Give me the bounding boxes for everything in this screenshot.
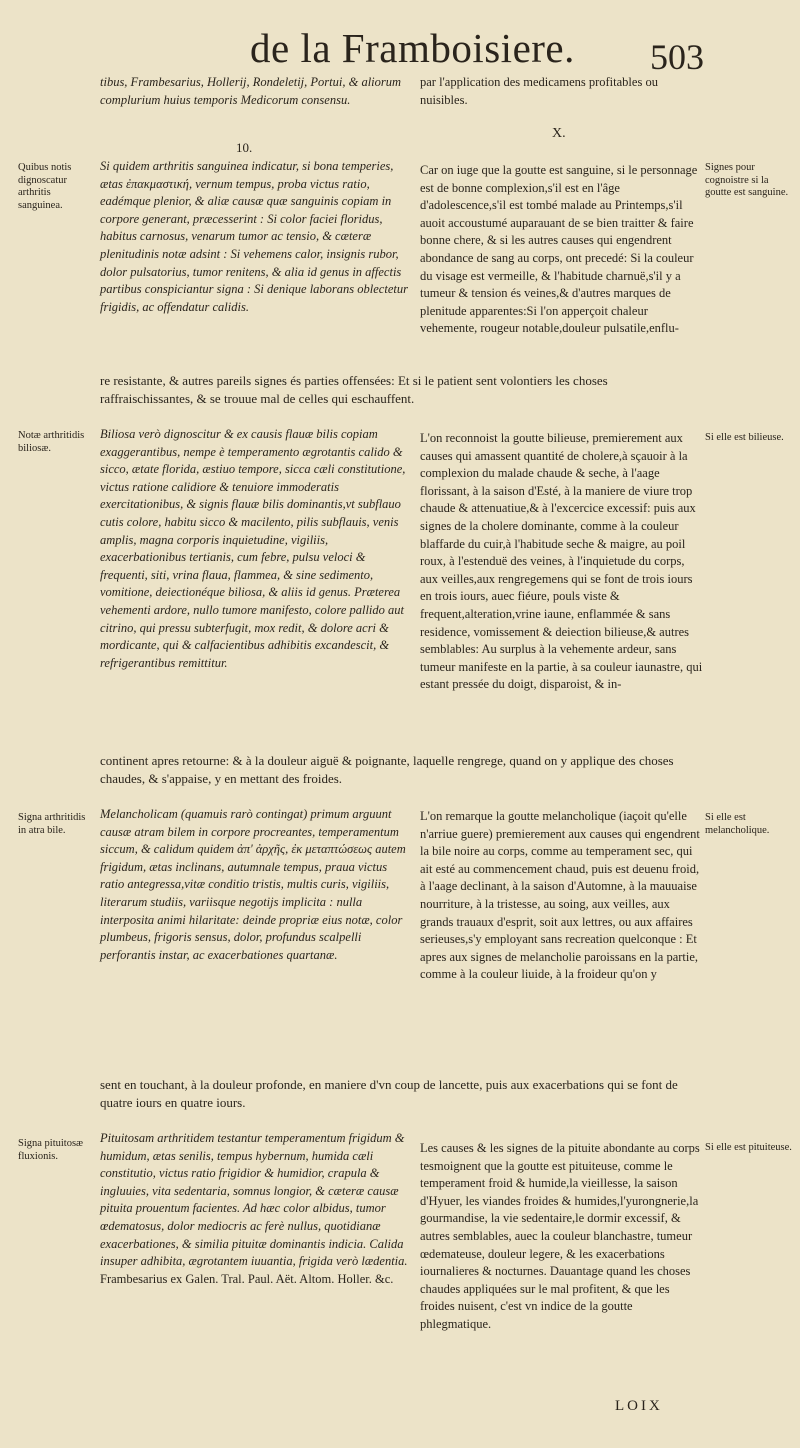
margin-note-sanguine-latin: Quibus notis dignoscatur arthritis sanguinea. <box>18 162 72 211</box>
margin-note-melancholic-french: Si elle est melancholique. <box>705 812 770 836</box>
sanguine-continuation: re resistante, & autres pareils signes és parties offensées: Et si le patient sent volontiers les choses raffraischissantes, & se trouue mal de celles qui eschauffent. <box>100 373 608 406</box>
latin-pituitous: Pituitosam arthritidem testantur temperamentum frigidum & humidum, ætas senilis, tempus hybernum, humida cæli constitutio, victus ratio frigidior & humidior, crapula & ingluuies, vita sedentaria, somnus longior, & cæteræ causæ pituita prouentum facientes. Ad hæc color albidus, tumor œdematosus, dolor mediocris ac ferè nullus, quotidianæ exacerbationes, & similia pituitæ dominantis indicia. Calida insuper adhibita, ægrotantem iuuantia, frigida verò lædentia. <box>100 1131 408 1269</box>
running-title: de la Framboisiere. <box>250 25 575 71</box>
section-number-french: X. <box>552 126 566 141</box>
intro-latin: tibus, Frambesarius, Hollerij, Rondeletij, Portui, & aliorum complurium huius temporis Medicorum consensu. <box>100 75 402 107</box>
running-header <box>0 10 800 77</box>
latin-sanguine: Si quidem arthritis sanguinea indicatur, si bona temperies, ætas ἐπακμαστική, vernum tempus, proba victus ratio, eadémque plenior, & aliæ causæ quæ sanguinis copiam in corpore generant, præcesserint : Si color faciei floridus, habitus carnosus, venarum tumor ac tensio, & cæteræ plenitudinis notæ adsint : Si vehemens calor, insignis rubor, dolor pulsatorius, tumor renitens, & alia id genus in affectis partibus conspiciantur signa : Si denique laborans oblectetur frigidis, ac offendatur calidis. <box>100 159 408 314</box>
intro-french: par l'application des medicamens profitables ou nuisibles. <box>420 75 658 107</box>
section-number-latin: 10. <box>236 140 253 155</box>
latin-bilious: Biliosa verò dignoscitur & ex causis flauæ bilis copiam exaggerantibus, nempe è temperamento ægrotantis calido & sicco, ætate florida, æstiuo tempore, sicca cæli constitutione, victus ratione calidiore & tenuiore immoderatis exercitationibus, & signis flauæ bilis dominantis,vt subflauo cutis colore, habitu sicco & macilento, pilis subflauis, venis amplis, magna corporis inquietudine, vigiliis, exacerbationibus tertianis, cum febre, pulsu veloci & frequenti, siti, vrina flaua, flammea, & sine sedimento, vomitione, deiectionéque biliosa, & aliis id genus. Præterea vehementi ardore, nullo tumore manifesto, colore pallido aut citrino, qui pressu subterfugit, mox redit, & dolore acri & mordicante, qui & calfacientibus adhibitis excandescit, & refrigerantibus remittitur. <box>100 427 406 670</box>
latin-pituitous-block <box>100 1130 410 1392</box>
french-pituitous: Les causes & les signes de la pituite abondante au corps tesmoignent que la goutte est pituiteuse, comme le temperament froid & humide,la vieillesse, la saison d'Hyuer, les viandes froides & humides,l'yurongnerie,la gourmandise, la vie sedentaire,le dormir excessif, & autres semblables, auec la couleur blanchastre, tumeur œdemateuse, douleur legere, & les exacerbations iournalieres & nocturnes. Dauantage quand les choses chaudes appliquées sur le mal profitent, & que les froides nuisent, c'est vn indice de la goutte phlegmatique. <box>420 1141 700 1331</box>
margin-note-bilious-latin: Notæ arthritidis biliosæ. <box>18 430 85 454</box>
margin-note-bilious-french: Si elle est bilieuse. <box>705 432 784 443</box>
french-sanguine: Car on iuge que la goutte est sanguine, si le personnage est de bonne complexion,s'il est en l'âge d'adolescence,s'il est tombé malade au Printemps,s'il auoit accoustumé auparauant de se bien traitter & faire bonne chere, & si les autres causes qui engendrent abondance de sang au corps, ont precedé: Si la couleur du visage est vermeille, & l'habitude charnuë,s'il y a tumeur & tension és veines,& d'autres marques de plenitude apparentes:Si l'on apperçoit chaleur vehemente, rougeur notable,douleur pulsatile,enflu- <box>420 163 698 336</box>
latin-melancholic: Melancholicam (quamuis rarò contingat) primum arguunt causæ atram bilem in corpore procreantes, temperamentum siccum, & calidum quidem ἀπ' ἀρχῆς, ἐκ μεταπτώσεως autem frigidum, ætas inclinans, autumnale tempus, praua victus ratio antegressa,vitæ conditio tristis, multis curis, vigiliis, literarum studiis, variisque negotijs implicita : nulla interposita animi hilaritate: deinde propriæ eius notæ, color plumbeus, frigoris sensus, dolor, profundus scalpelli perforantis instar, ac exacerbationes quartanæ. <box>100 807 406 962</box>
french-melancholic: L'on remarque la goutte melancholique (iaçoit qu'elle n'arriue guere) premierement aux causes qui engendrent la bile noire au corps, comme au temperament sec, qui ait esté au commencement chaud, puis est deuenu froid, à l'aage declinant, à la saison d'Automne, à la mauuaise nourriture, à la tristesse, au soing, aux veilles, aux grands trauaux d'esprit, soit aux lettres, ou aux affaires serieuses,s'y employant sans recreation quelconque : Et apres aux signes de melancholie paroissans en la partie, comme à la couleur liuide, à la froideur qu'on y <box>420 809 700 982</box>
page-number: 503 <box>650 37 704 77</box>
margin-note-melancholic-latin: Signa arthritidis in atra bile. <box>18 812 86 836</box>
margin-note-sanguine-french: Signes pour cognoistre si la goutte est sanguine. <box>705 162 789 198</box>
french-bilious: L'on reconnoist la goutte bilieuse, premierement aux causes qui amassent quantité de cholere,à sçauoir à la complexion du malade chaude & seche, à l'aage florissant, à la saison d'Esté, à la maniere de viure trop chaude & attenuatiue,& à l'excercice excessif: puis aux signes de la cholere dominante, comme à la couleur blaffarde du cuir,à l'habitude seche & maigre, au poil roux, à l'estenduë des veines, à l'inquietude du corps, aux veilles,aux rengregemens qui se font de trois iours en trois iours, auec fiéure, pouls viste & frequent,alteration,vrine iaune, enflammée & sans residence, vomissement & deiection bilieuse,& autres semblables: Au surplus à la vehemente ardeur, sans tumeur manifeste en la partie, à sa couleur iaunastre, qui estant pressée du doigt, disparoist, & in- <box>420 431 703 692</box>
bilious-continuation: continent apres retourne: & à la douleur aiguë & poignante, laquelle rengrege, quand on y applique des choses chaudes, & s'appaise, y en mettant des froides. <box>100 753 674 786</box>
melancholic-continuation: sent en touchant, à la douleur profonde, en maniere d'vn coup de lancette, puis aux exacerbations qui se font de quatre iours en quatre iours. <box>100 1077 678 1110</box>
latin-pituitous-sources: Frambesarius ex Galen. Tral. Paul. Aët. Altom. Holler. &c. <box>100 1271 394 1286</box>
margin-note-pituitous-french: Si elle est pituiteuse. <box>705 1142 792 1153</box>
catchword: LOIX <box>615 1398 663 1414</box>
margin-note-pituitous-latin: Signa pituitosæ fluxionis. <box>18 1138 84 1162</box>
